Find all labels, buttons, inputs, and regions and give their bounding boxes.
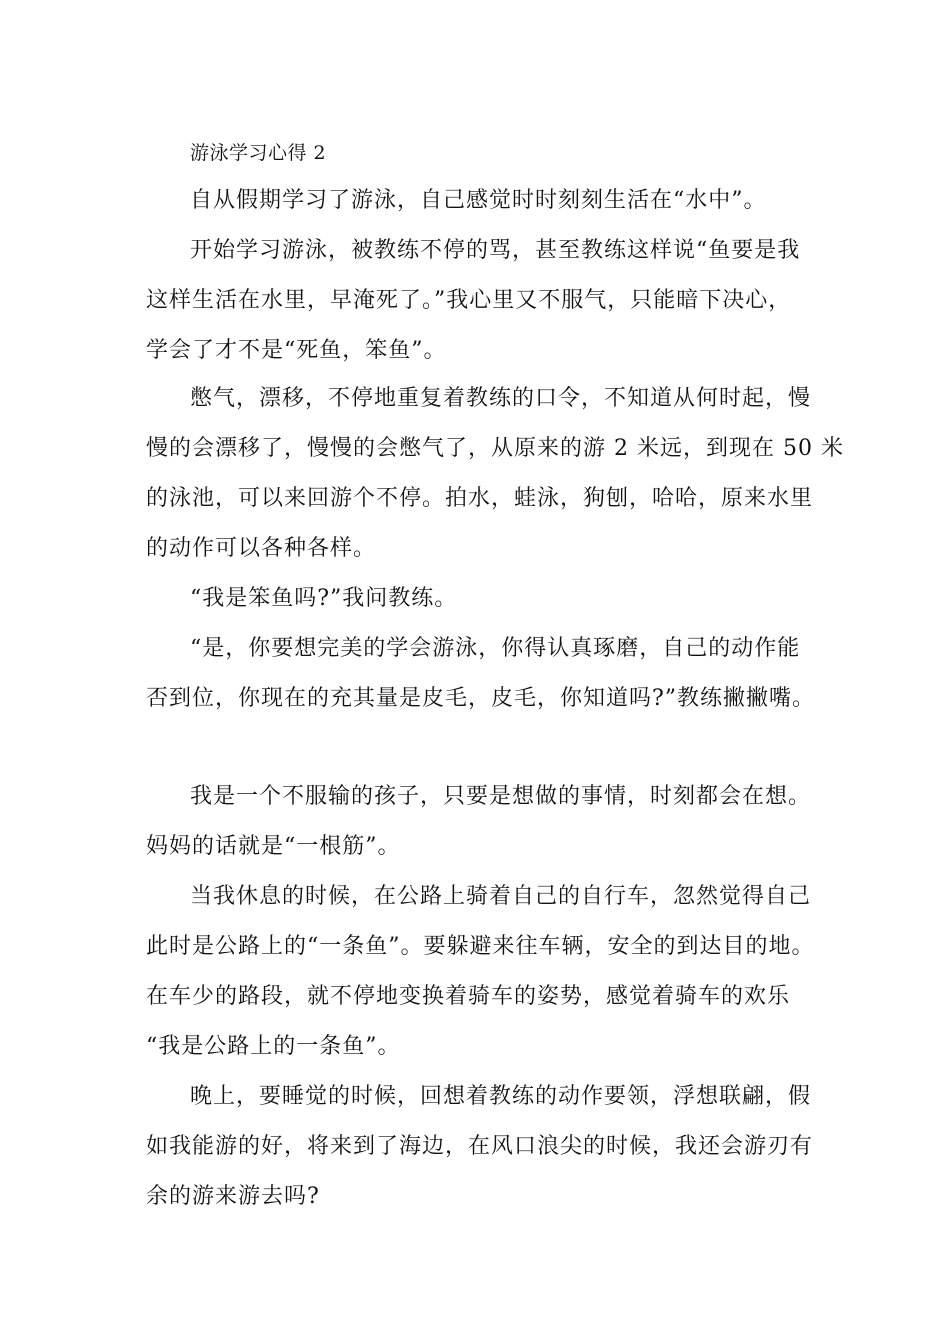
paragraph-line: 此时是公路上的“一条鱼”。要躲避来往车辆，安全的到达目的地。: [146, 934, 815, 959]
paragraph-line: 晚上，要睡觉的时候，回想着教练的动作要领，浮想联翩，假: [190, 1084, 812, 1109]
paragraph-line: 妈妈的话就是“一根筋”。: [146, 834, 401, 859]
paragraph-line: 我是一个不服输的孩子，只要是想做的事情，时刻都会在想。: [190, 784, 812, 809]
paragraph-line: 慢的会漂移了，慢慢的会憋气了，从原来的游 2 米远，到现在 50 米: [146, 436, 844, 461]
paragraph-line: “我是笨鱼吗?”我问教练。: [190, 586, 458, 611]
paragraph-line: “我是公路上的一条鱼”。: [146, 1034, 401, 1059]
paragraph-line: 余的游来游去吗?: [146, 1184, 320, 1209]
paragraph-line: 自从假期学习了游泳，自己感觉时时刻刻生活在“水中”。: [190, 188, 767, 213]
paragraph-line: 否到位，你现在的充其量是皮毛，皮毛，你知道吗?”教练撇撇嘴。: [146, 686, 816, 711]
paragraph-line: 憋气，漂移，不停地重复着教练的口令，不知道从何时起，慢: [190, 386, 812, 411]
paragraph-line: 的泳池，可以来回游个不停。拍水，蛙泳，狗刨，哈哈，原来水里: [146, 486, 814, 511]
paragraph-line: 的动作可以各种各样。: [146, 536, 377, 561]
paragraph-line: 在车少的路段，就不停地变换着骑车的姿势，感觉着骑车的欢乐: [146, 984, 791, 1009]
paragraph-line: 学会了才不是“死鱼，笨鱼”。: [146, 338, 447, 363]
paragraph-line: 当我休息的时候，在公路上骑着自己的自行车，忽然觉得自己: [190, 884, 812, 909]
paragraph-line: 开始学习游泳，被教练不停的骂，甚至教练这样说“鱼要是我: [190, 238, 801, 263]
paragraph-line: 如我能游的好，将来到了海边，在风口浪尖的时候，我还会游刃有: [146, 1134, 814, 1159]
paragraph-line: “是，你要想完美的学会游泳，你得认真琢磨，自己的动作能: [190, 636, 801, 661]
document-title: 游泳学习心得 2: [190, 142, 327, 164]
paragraph-line: 这样生活在水里，早淹死了。”我心里又不服气，只能暗下决心，: [146, 288, 792, 313]
